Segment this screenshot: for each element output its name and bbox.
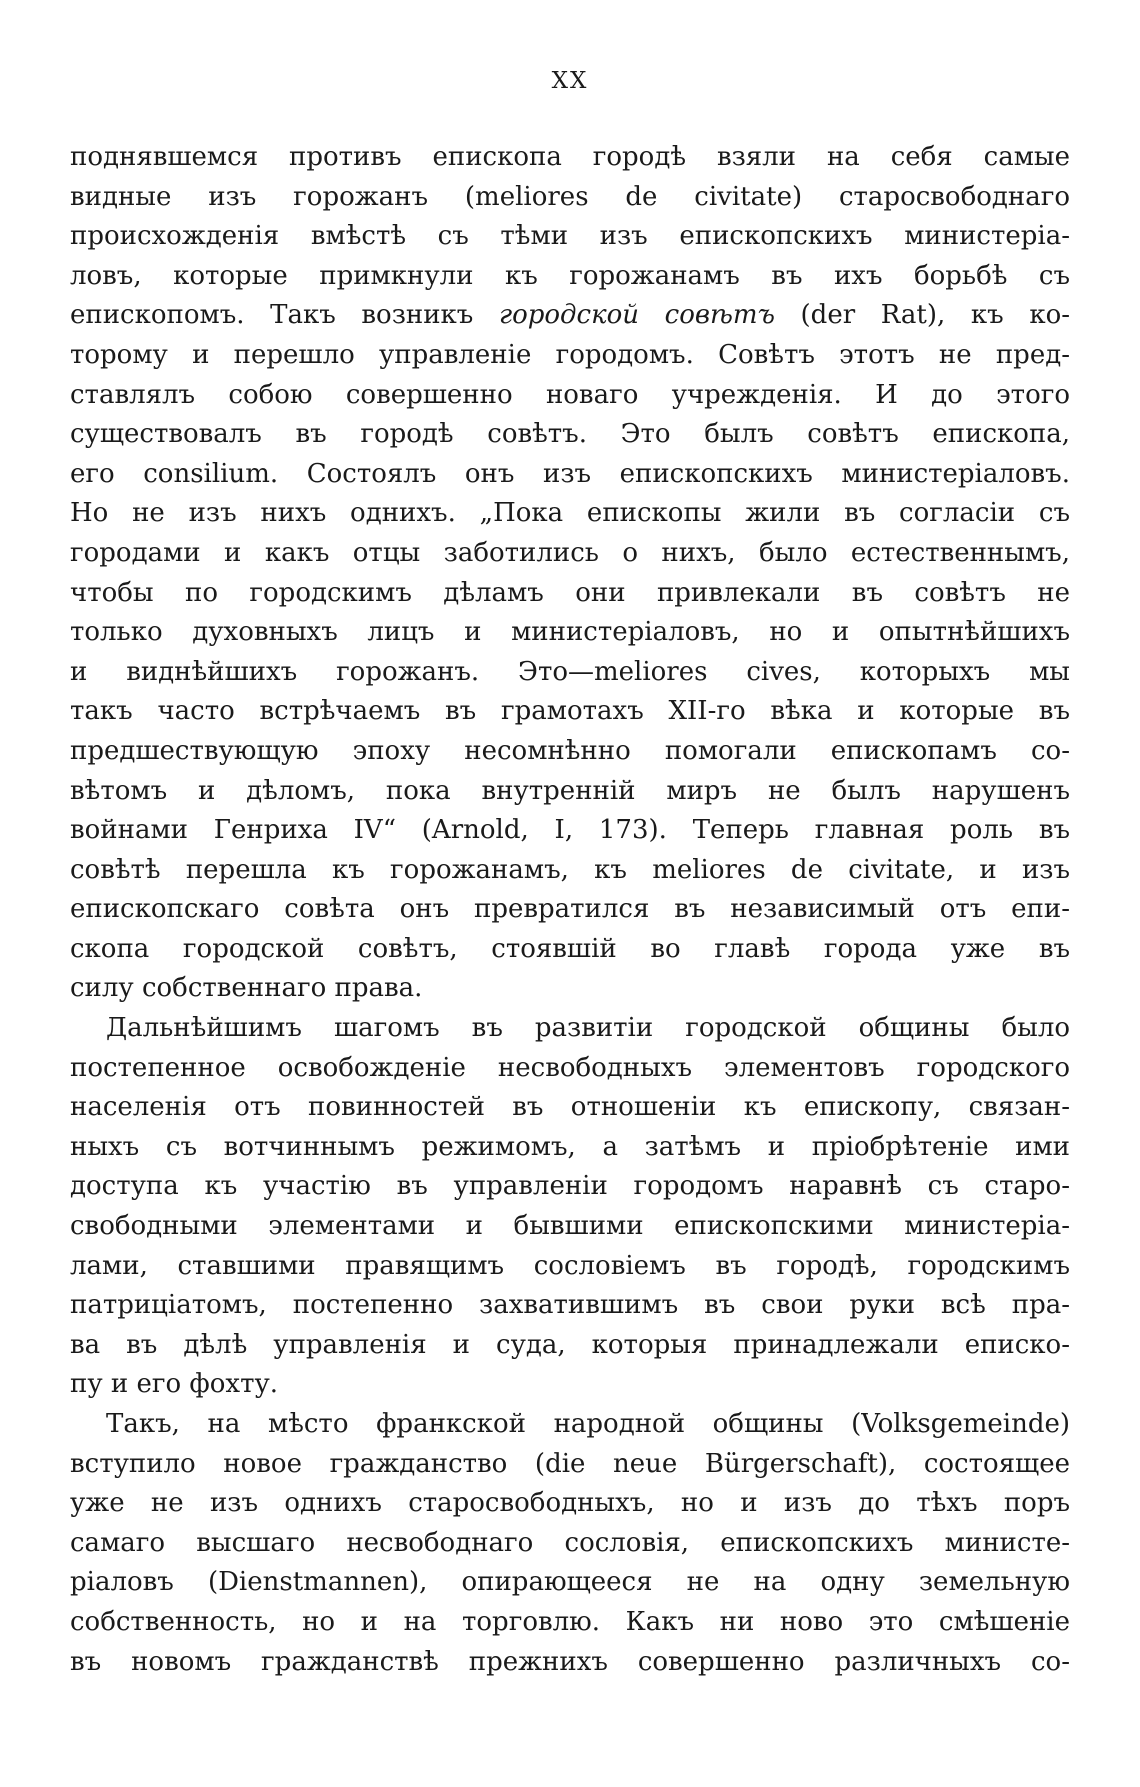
text-line: его consilium. Состоялъ онъ изъ епископскихъ министеріаловъ. xyxy=(70,458,1070,489)
text-line: и виднѣйшихъ горожанъ. Это—meliores cives, которыхъ мы xyxy=(70,656,1070,687)
text-line: Но не изъ нихъ однихъ. „Пока епископы жили въ согласіи съ xyxy=(70,498,1070,529)
text-line: скопа городской совѣтъ, стоявшій во главѣ города уже въ xyxy=(70,933,1070,964)
paragraph-2 xyxy=(70,1009,1070,1405)
text-line: совѣтѣ перешла къ горожанамъ, къ meliores de civitate, и изъ xyxy=(70,854,1070,885)
text-line: силу собственнаго права. xyxy=(70,973,423,1004)
text-line: населенія отъ повинностей въ отношеніи къ епископу, связан- xyxy=(70,1092,1070,1123)
text-line: торому и перешло управленіе городомъ. Совѣтъ этотъ не пред- xyxy=(70,339,1070,370)
text-line: уже не изъ однихъ старосвободныхъ, но и изъ до тѣхъ поръ xyxy=(70,1488,1070,1519)
page-number: XX xyxy=(551,68,589,94)
text-line: только духовныхъ лицъ и министеріаловъ, но и опытнѣйшихъ xyxy=(70,617,1070,648)
text-line: такъ часто встрѣчаемъ въ грамотахъ XII-го вѣка и которые въ xyxy=(70,696,1070,727)
text-line: въ новомъ гражданствѣ прежнихъ совершенно различныхъ со- xyxy=(70,1646,1070,1677)
text-line: вступило новое гражданство (die neue Bürgerschaft), состоящее xyxy=(70,1448,1070,1479)
text-line: городами и какъ отцы заботились о нихъ, было естественнымъ, xyxy=(70,537,1070,568)
text-line: самаго высшаго несвободнаго сословія, епископскихъ министе- xyxy=(70,1527,1070,1558)
text-line: происхожденія вмѣстѣ съ тѣми изъ епископскихъ министеріа- xyxy=(70,221,1070,252)
text-line: ставлялъ собою совершенно новаго учрежденія. И до этого xyxy=(70,379,1070,410)
text-line: Дальнѣйшимъ шагомъ въ развитіи городской общины было xyxy=(106,1013,1070,1044)
text-line: собственность, но и на торговлю. Какъ ни ново это смѣшеніе xyxy=(70,1606,1070,1637)
body-text xyxy=(70,138,1070,1682)
text-line: Такъ, на мѣсто франкской народной общины (Volksgemeinde) xyxy=(106,1409,1070,1439)
text-line: лами, ставшими правящимъ сословіемъ въ городѣ, городскимъ xyxy=(70,1250,1070,1281)
text-line: свободными элементами и бывшими епископскими министеріа- xyxy=(70,1211,1070,1242)
text-line: чтобы по городскимъ дѣламъ они привлекали въ совѣтъ не xyxy=(70,577,1070,608)
text-line: ріаловъ (Dienstmannen), опирающееся не на одну земельную xyxy=(70,1567,1070,1598)
text-line: войнами Генриха IV“ (Arnold, I, 173). Теперь главная роль въ xyxy=(70,815,1070,846)
text-line: доступа къ участію въ управленіи городомъ наравнѣ съ старо- xyxy=(70,1171,1070,1202)
text-line: существовалъ въ городѣ совѣтъ. Это былъ совѣтъ епископа, xyxy=(70,419,1070,450)
text-line: ва въ дѣлѣ управленія и суда, которыя принадлежали еписко- xyxy=(70,1329,1070,1360)
italic-term: городской совѣтъ xyxy=(498,300,775,331)
text-line: поднявшемся противъ епископа городѣ взяли на себя самые xyxy=(70,142,1070,172)
text-line: постепенное освобожденіе несвободныхъ элементовъ городского xyxy=(70,1052,1070,1083)
text-line: епископомъ. Такъ возникъ городской совѣтъ (der Rat), къ ко- xyxy=(70,300,1070,331)
text-line: вѣтомъ и дѣломъ, пока внутренній миръ не былъ нарушенъ xyxy=(70,775,1070,806)
paragraph-1 xyxy=(70,138,1070,1009)
text-line: ныхъ съ вотчиннымъ режимомъ, а затѣмъ и пріобрѣтеніе ими xyxy=(70,1131,1070,1162)
text-line: ловъ, которые примкнули къ горожанамъ въ ихъ борьбѣ съ xyxy=(70,260,1070,291)
text-line: предшествующую эпоху несомнѣнно помогали епископамъ со- xyxy=(70,735,1070,766)
text-line: видные изъ горожанъ (meliores de civitate) старосвободнаго xyxy=(70,181,1070,212)
text-line: епископскаго совѣта онъ превратился въ независимый отъ епи- xyxy=(70,894,1070,925)
text-line: пу и его фохту. xyxy=(70,1369,279,1400)
text-line: патриціатомъ, постепенно захватившимъ въ свои руки всѣ пра- xyxy=(70,1290,1070,1321)
paragraph-3 xyxy=(70,1405,1070,1682)
